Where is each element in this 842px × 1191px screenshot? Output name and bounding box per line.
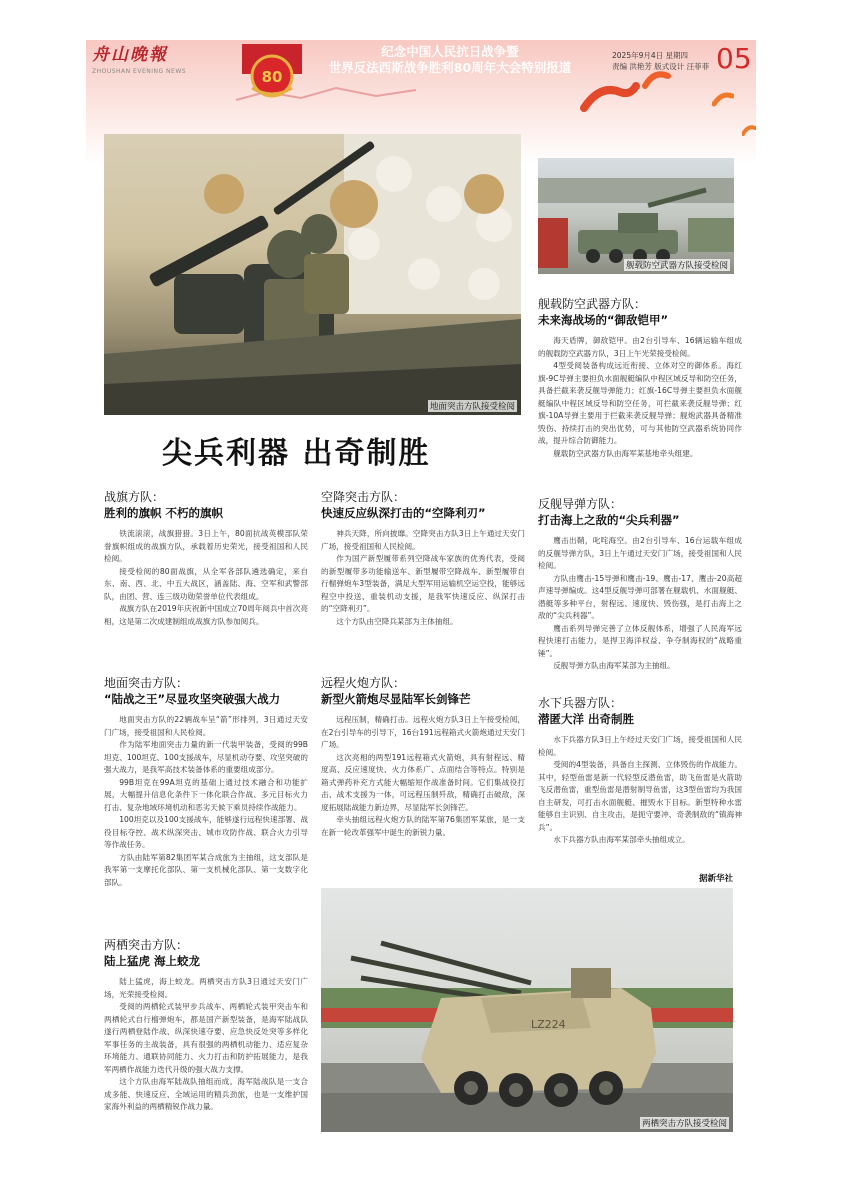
ground-assault-illustration: [104, 134, 521, 415]
amphibious-vehicle-illustration: [321, 888, 733, 1132]
issue-date: 2025年9月4日 星期四: [612, 51, 689, 60]
paragraph: 这个方队由空降兵某部为主体抽组。: [336, 616, 458, 626]
paragraph: 方队由陆军第82集团军某合成旅为主抽组，这支部队是我军第一支摩托化部队、第一支机械化部队、第一支数字化部队。: [104, 852, 308, 887]
editor-credits: 责编 洪艳芳 版式设计 汪菲菲: [612, 62, 710, 71]
section-flag: [104, 489, 308, 628]
flag-icon: [742, 124, 756, 136]
page-number: 05: [716, 42, 752, 75]
paragraph: 舰载防空武器方队由海军某基地牵头组建。: [553, 448, 698, 458]
photo-caption: 地面突击方队接受检阅: [429, 402, 515, 412]
section-title: 胜利的旗帜 不朽的旗帜: [104, 506, 224, 520]
section-label: 远程火炮方队：: [321, 676, 406, 690]
paragraph: 海天盾牌，御敌铠甲。由2台引导车、16辆运输车组成的舰载防空武器方队，3日上午光荣接受检阅。: [538, 336, 742, 358]
air-defense-photo: [538, 158, 734, 274]
paragraph: 水下兵器方队3日上午经过天安门广场，接受祖国和人民检阅。: [538, 735, 742, 757]
emblem-number: 80: [261, 68, 283, 86]
paragraph: 牵头抽组远程火炮方队的陆军第76集团军某旅，是一支在新一轮改革强军中诞生的新锐力量。: [321, 815, 525, 837]
paragraph: 神兵天降，所向披靡。空降突击方队3日上午通过天安门广场，接受祖国和人民检阅。: [321, 529, 525, 551]
section-label: 地面突击方队：: [104, 676, 189, 690]
paragraph: 接受检阅的80面战旗，从全军各部队遴选确定，来自东、南、西、北、中五大战区，涵盖陆、海、空军和武警部队，由团、营、连三级功勋荣誉单位代表组成。: [104, 566, 308, 601]
paragraph: 战旗方队在2019年庆祝新中国成立70周年阅兵中首次亮相，这是第二次成建制组成战旗方队参加阅兵。: [104, 604, 308, 626]
paragraph: 4型受阅装备构成远近衔接、立体对空的御体系。海红旗-9C导弹主要担负水面舰艇编队中程区域反导和防空任务，具备拦截来袭反舰导弹能力；红旗-16C导弹主要担负水面舰艇编队中程区域反导和防空任务，可拦截来袭反舰导弹；红旗-10A导弹主要用于拦截来袭反舰导弹；舰炮武器具备精准毁伤、持续打击的突出优势，可与其他防空武器系统协同作战，提升综合防御能力。: [538, 361, 742, 445]
section-title: 快速反应纵深打击的“空降利刃”: [321, 506, 486, 520]
title-line-2: 世界反法西斯战争胜利80周年大会特别报道: [328, 60, 572, 75]
paragraph: 鹰击出鞘，叱咤海空。由2台引导车、16台运载车组成的反舰导弹方队，3日上午通过天安门广场，接受祖国和人民检阅。: [538, 536, 742, 570]
section-label: 两栖突击方队：: [104, 938, 189, 952]
section-label: 战旗方队：: [104, 490, 165, 504]
ground-assault-photo: [104, 134, 521, 415]
section-air-defense: [538, 296, 742, 460]
section-underwater: [538, 695, 742, 847]
paragraph: 作为国产新型履带系列空降战车家族的优秀代表，受阅的新型履带多功能输送车、新型履带空降战车、新型履带自行榴弹炮车3型装备，满足大型军用运输机空运空投，能够远程空中投送、重装机动支援，是我军快速反应、纵深打击的“空降利刃”。: [321, 554, 525, 613]
paragraph: 100坦克以及100支援战车，能够遂行远程快速部署、战役目标夺控、战术纵深突击、城市攻防作战、联合火力引导等作战任务。: [104, 815, 308, 849]
flag-icon: [642, 68, 672, 90]
special-report-title: [300, 44, 600, 76]
section-title: 新型火箭炮尽显陆军长剑锋芒: [321, 692, 471, 706]
section-title: “陆战之王”尽显攻坚突破强大战力: [104, 692, 281, 706]
newspaper-logo-subtitle: ZHOUSHAN EVENING NEWS: [92, 68, 187, 75]
section-title: 潜匿大洋 出奇制胜: [538, 712, 635, 726]
paragraph: 这次亮相的两型191远程箱式火箭炮，具有射程远、精度高、反应速度快、火力体系广、点面结合等特点。特别是箱式弹药补充方式能大幅缩短作战准备时间。它们集战役打击、战术支援为一体，可远程压制歼敌，精确打击破敌，深度拓展陆战能力新边界，尽显陆军长剑锋芒。: [321, 752, 525, 812]
source-credit: 据新华社: [699, 874, 734, 884]
section-amphibious: [104, 937, 308, 1114]
section-label: 水下兵器方队：: [538, 696, 623, 710]
section-label: 空降突击方队：: [321, 490, 406, 504]
amphibious-photo: [321, 888, 733, 1132]
section-airborne: [321, 489, 525, 628]
paragraph: 受阅的4型装备，具备自主探测、立体毁伤的作战能力。其中，轻型鱼雷是新一代轻型反潜鱼雷，助飞鱼雷是火箭助飞反潜鱼雷，重型鱼雷是潜射制导鱼雷，这3型鱼雷均为我国自主研发，可打击水面舰艇、摧毁水下目标。新型特种水雷能够自主识别、自主攻击，是扼守要冲、奇袭制敌的“镇海神兵”。: [538, 760, 742, 832]
paragraph: 受阅的两栖轮式装甲步兵战车、两栖轮式装甲突击车和两栖轮式自行榴弹炮车，都是国产新型装备，是海军陆战队遂行两栖登陆作战、纵深快速夺要、应急快反处突等多样化军事任务的主战装备，具有很强的两栖机动能力、适应复杂环境能力、通联协同能力、火力打击和防护拓展能力，是我军两栖作战能力迭代升级的强大战力支撑。: [104, 1002, 308, 1074]
paragraph: 作为陆军地面突击力量的新一代装甲装备，受阅的99B坦克、100坦克、100支援战车，尽显机动夺要、攻坚突破的强大战力，是我军高技术装备体系的重要组成部分。: [104, 740, 308, 774]
paragraph: 地面突击方队的22辆战车呈“箭”形排列，3日通过天安门广场，接受祖国和人民检阅。: [104, 715, 308, 737]
section-title: 未来海战场的“御敌铠甲”: [538, 313, 669, 327]
section-ground-assault: [104, 675, 308, 889]
newspaper-logo: 舟山晚報: [92, 45, 168, 65]
title-line-1: 纪念中国人民抗日战争暨: [381, 44, 519, 59]
section-title: 陆上猛虎 海上蛟龙: [104, 954, 201, 968]
air-defense-illustration: [538, 158, 734, 274]
paragraph: 水下兵器方队由海军某部牵头抽组成立。: [553, 835, 690, 844]
section-title: 打击海上之敌的“尖兵利器”: [538, 513, 680, 527]
paragraph: 方队由鹰击-15导弹和鹰击-19、鹰击-17、鹰击-20高超声速导弹编成。这4型反舰导弹可部署在舰载机、水面舰艇、潜艇等多种平台，射程远、速度快、毁伤强，是打击海上之敌的“尖兵利器”。: [538, 573, 742, 620]
section-anti-ship: [538, 496, 742, 673]
section-label: 反舰导弹方队：: [538, 497, 623, 511]
paragraph: 这个方队由海军陆战队抽组而成。海军陆战队是一支合成多能、快速反应、全域运用的精兵劲旅，也是一支维护国家海外利益的两栖精锐作战力量。: [104, 1077, 308, 1111]
page-headline: 尖兵利器 出奇制胜: [162, 436, 431, 471]
paragraph: 反舰导弹方队由海军某部为主抽组。: [553, 661, 675, 670]
paragraph: 远程压制，精确打击。远程火炮方队3日上午接受检阅，在2台引导车的引导下，16台191远程箱式火箭炮通过天安门广场。: [321, 715, 525, 749]
flag-icon: [580, 80, 640, 112]
vehicle-marking: LZ224: [531, 1018, 566, 1031]
anniversary-emblem-icon: [237, 40, 307, 100]
paragraph: 鹰击系列导弹完善了立体反舰体系，增强了人民海军远程快速打击能力，是捍卫海洋权益、争夺制海权的“战略重锤”。: [538, 623, 742, 658]
photo-caption: 两栖突击方队接受检阅: [641, 1119, 727, 1129]
section-label: 舰载防空武器方队：: [538, 297, 647, 311]
flag-icon: [712, 90, 734, 108]
paragraph: 99B坦克在99A坦克的基础上通过技术融合和功能扩展，大幅提升信息化条件下一体化联合作战、多元目标火力打击、复杂地域环境机动和恶劣天候下乘员持续作战能力。: [104, 777, 308, 812]
section-rocket-artillery: [321, 675, 525, 839]
photo-caption: 舰载防空武器方队接受检阅: [625, 261, 728, 271]
paragraph: 铁流滚滚，战旗猎猎。3日上午，80面抗战英模部队荣誉旗帜组成的战旗方队，承载着历史荣光，接受祖国和人民检阅。: [104, 529, 308, 563]
paragraph: 陆上猛虎，海上蛟龙。两栖突击方队3日通过天安门广场，光荣接受检阅。: [104, 977, 308, 999]
